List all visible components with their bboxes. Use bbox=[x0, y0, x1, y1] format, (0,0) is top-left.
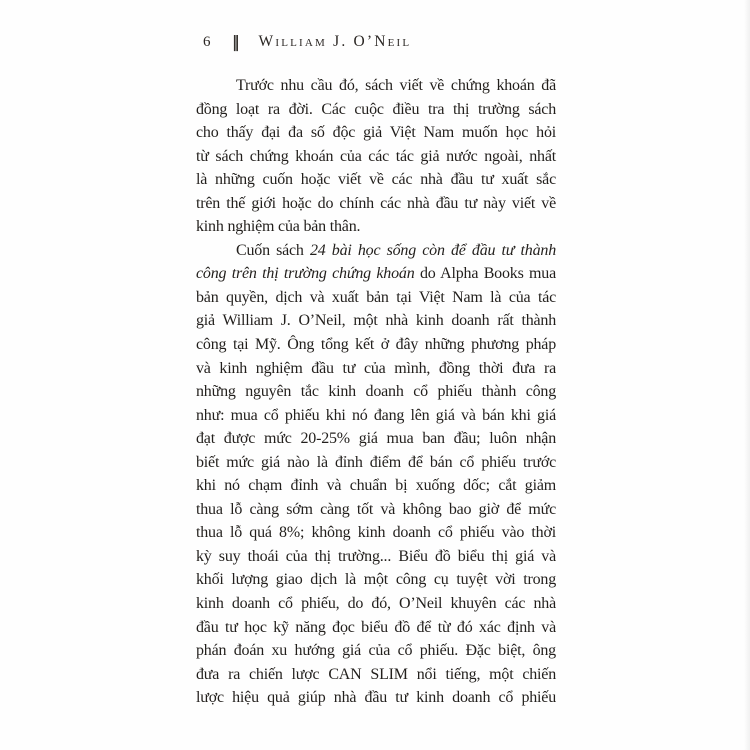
text-segment: cho thấy đại đa số độc giả Việt Nam muốn học hỏi bbox=[196, 124, 556, 142]
running-header-author: William J. O’Neil bbox=[258, 33, 412, 50]
text-segment: bản quyền, dịch và xuất bản tại Việt Nam là của tác bbox=[196, 288, 556, 306]
text-segment: kinh doanh cổ phiếu, do đó, O’Neil khuyên các nhà bbox=[196, 595, 556, 613]
text-line bbox=[196, 98, 556, 122]
text-line bbox=[196, 639, 556, 663]
text-segment: những nguyên tắc kinh doanh cổ phiếu thành công bbox=[196, 383, 556, 401]
text-segment: đầu tư học kỹ năng đọc biểu đồ để từ đó xác định và bbox=[196, 618, 556, 636]
text-line bbox=[196, 686, 556, 710]
book-title-italic: công trên thị trường chứng khoán bbox=[196, 265, 415, 283]
text-segment: công tại Mỹ. Ông tổng kết ở đây những phương pháp bbox=[196, 336, 556, 354]
text-segment: phán đoán xu hướng giá của cổ phiếu. Đặc biệt, ông bbox=[196, 642, 556, 660]
text-segment: Trước nhu cầu đó, sách viết về chứng khoán đã bbox=[236, 77, 556, 94]
text-line bbox=[196, 592, 556, 616]
text-segment: kỳ suy thoái của thị trường... Biểu đồ biểu thị giá và bbox=[196, 547, 556, 565]
text-segment: như: mua cổ phiếu khi nó đang lên giá và bán khi giá bbox=[196, 406, 556, 424]
paragraph bbox=[196, 239, 556, 710]
text-segment: thua lỗ càng sớm càng tốt và không bao giờ để mức bbox=[196, 500, 556, 518]
text-line bbox=[196, 239, 556, 263]
text-segment: biết mức giá nào là đỉnh điểm để bán cổ phiếu trước bbox=[196, 453, 556, 471]
running-header bbox=[203, 33, 411, 51]
text-line bbox=[196, 215, 556, 239]
text-line bbox=[196, 380, 556, 404]
text-segment: khi nó chạm đỉnh và chuẩn bị xuống dốc; cắt giảm bbox=[196, 477, 556, 495]
text-line bbox=[196, 357, 556, 381]
text-segment: là những cuốn hoặc viết về các nhà đầu tư xuất sắc bbox=[196, 171, 556, 189]
text-segment: đưa ra chiến lược CAN SLIM nổi tiếng, một chiến bbox=[196, 665, 556, 683]
text-segment: thua lỗ quá 8%; không kinh doanh cổ phiếu vào thời bbox=[196, 524, 556, 542]
text-segment: khối lượng giao dịch là một công cụ tuyệt vời trong bbox=[196, 571, 556, 589]
text-line bbox=[196, 663, 556, 687]
text-line bbox=[196, 286, 556, 310]
text-segment: do Alpha Books mua bbox=[414, 265, 556, 283]
text-line bbox=[196, 521, 556, 545]
text-segment: kinh nghiệm của bản thân. bbox=[196, 218, 361, 236]
text-segment: Cuốn sách bbox=[236, 241, 310, 259]
text-line bbox=[196, 404, 556, 428]
text-line bbox=[196, 568, 556, 592]
paragraph bbox=[196, 74, 556, 239]
page-body bbox=[196, 74, 556, 710]
text-segment: giả William J. O’Neil, một nhà kinh doanh rất thành bbox=[196, 312, 556, 330]
text-line bbox=[196, 451, 556, 475]
text-segment: từ sách chứng khoán của các tác giả nước ngoài, nhất bbox=[196, 147, 556, 165]
text-line bbox=[196, 427, 556, 451]
text-segment: và kinh nghiệm đầu tư của mình, đồng thời đưa ra bbox=[196, 359, 556, 377]
text-line bbox=[196, 474, 556, 498]
page-edge-shadow bbox=[744, 0, 750, 750]
text-line bbox=[196, 616, 556, 640]
text-segment: lược hiệu quả giúp nhà đầu tư kinh doanh cổ phiếu bbox=[196, 689, 556, 707]
text-line bbox=[196, 192, 556, 216]
text-line bbox=[196, 262, 556, 286]
text-line bbox=[196, 545, 556, 569]
page-number: 6 bbox=[203, 33, 211, 50]
book-title-italic: 24 bài học sống còn để đầu tư thành bbox=[309, 241, 556, 259]
text-line bbox=[196, 74, 556, 98]
text-line bbox=[196, 309, 556, 333]
text-line bbox=[196, 168, 556, 192]
text-segment: đạt được mức 20-25% giá mua ban đầu; luôn nhận bbox=[196, 430, 556, 448]
text-line bbox=[196, 498, 556, 522]
text-line bbox=[196, 333, 556, 357]
text-line bbox=[196, 145, 556, 169]
double-bar-separator-icon: ‖ bbox=[232, 32, 240, 52]
text-segment: đồng loạt ra đời. Các cuộc điều tra thị trường sách bbox=[196, 100, 556, 118]
text-line bbox=[196, 121, 556, 145]
text-segment: trên thế giới hoặc do chính các nhà đầu tư này viết về bbox=[196, 194, 556, 212]
